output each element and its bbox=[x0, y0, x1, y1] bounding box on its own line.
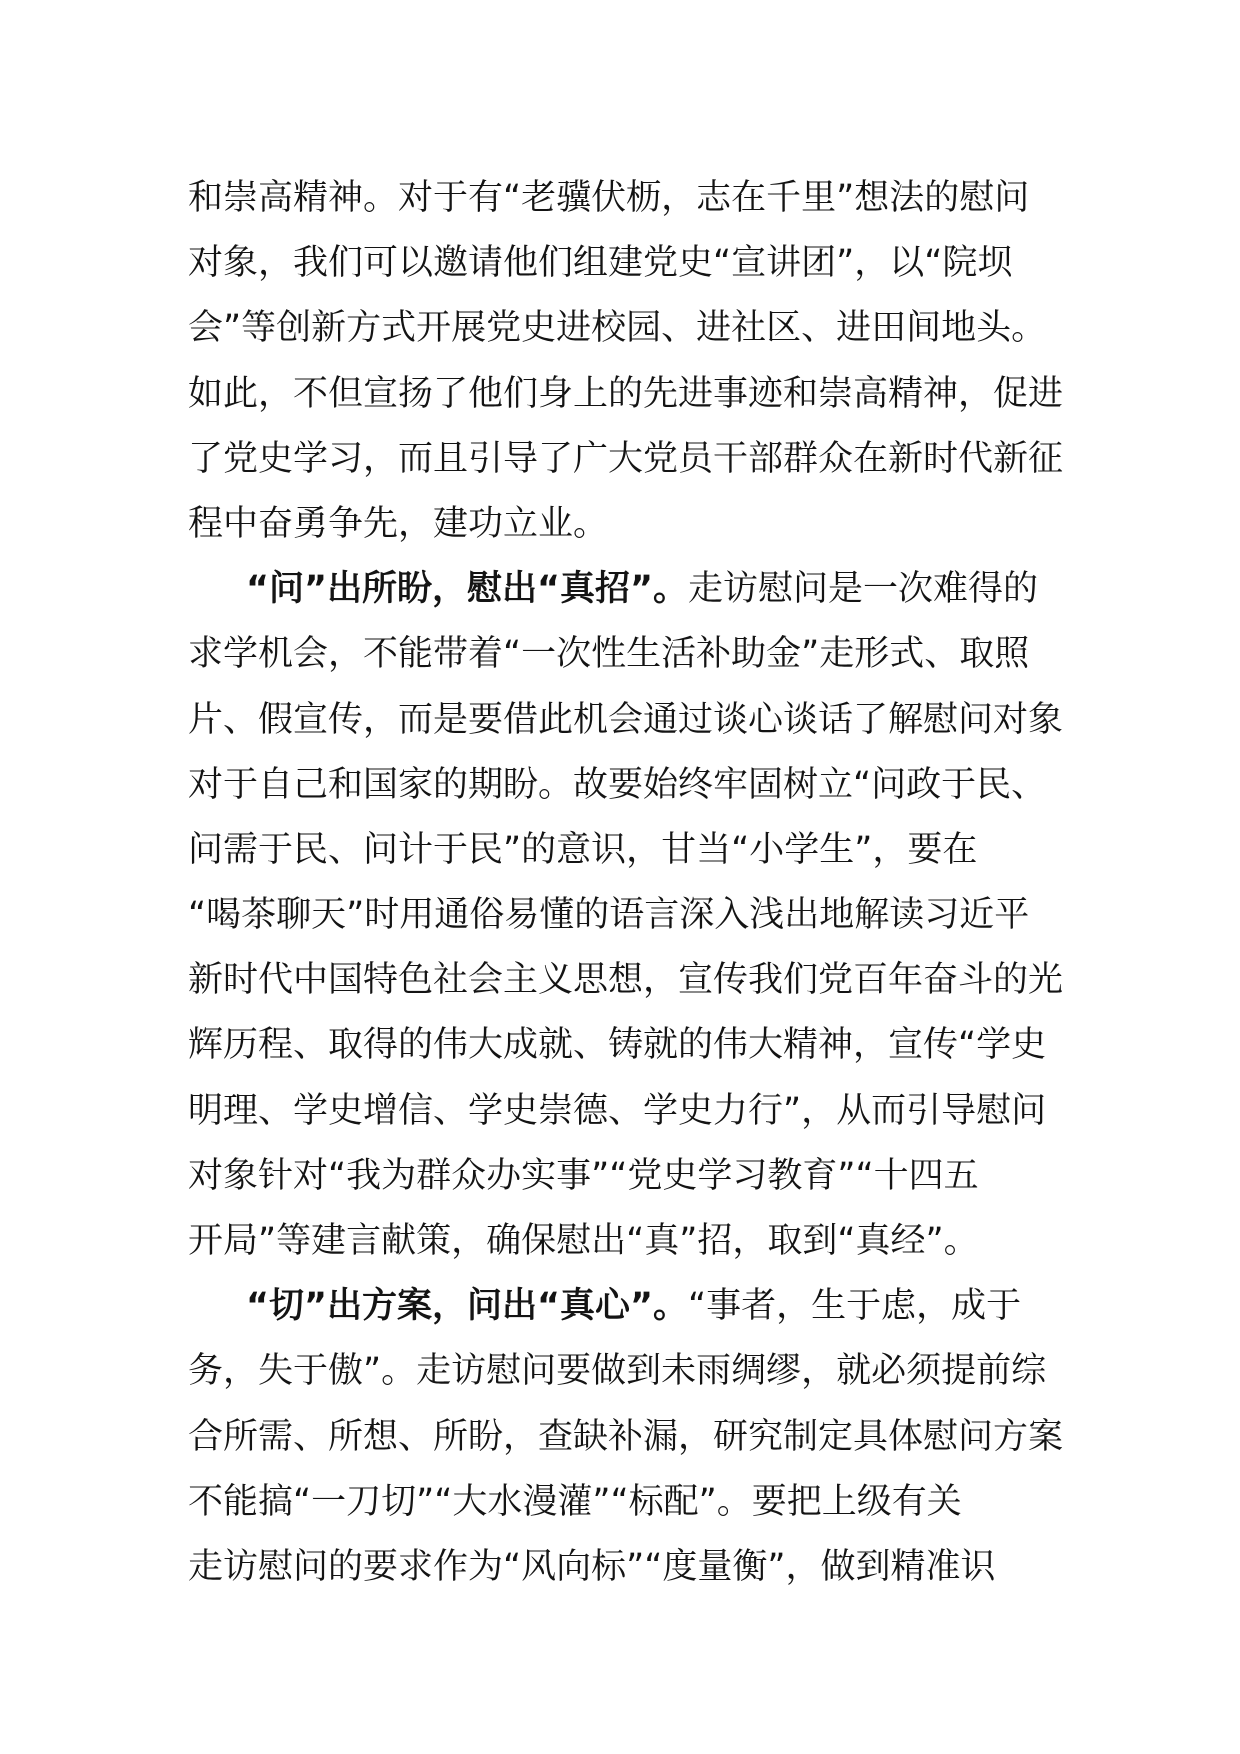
text-line: 不能搞“一刀切”“大水漫灌”“标配”。要把上级有关 bbox=[188, 1481, 962, 1522]
text-line: 对象，我们可以邀请他们组建党史“宣讲团”，以“院坝 bbox=[188, 243, 1013, 284]
paragraph-text: 走访慰问是一次难得的 bbox=[688, 569, 1039, 610]
paragraph-lead-heading: “切”出方案，问出“真心”。 bbox=[246, 1286, 689, 1327]
text-line: “喝茶聊天”时用通俗易懂的语言深入浅出地解读习近平 bbox=[188, 895, 1030, 936]
text-line: 片、假宣传，而是要借此机会通过谈心谈话了解慰问对象 bbox=[188, 699, 1064, 740]
text-line: 务，失于傲”。走访慰问要做到未雨绸缪，就必须提前综 bbox=[188, 1351, 1047, 1392]
paragraph-first-line bbox=[188, 1274, 1068, 1339]
text-line: 程中奋勇争先，建功立业。 bbox=[188, 503, 609, 544]
text-line: 走访慰问的要求作为“风向标”“度量衡”，做到精准识 bbox=[188, 1546, 996, 1587]
text-line: 对象针对“我为群众办实事”“党史学习教育”“十四五 bbox=[188, 1155, 979, 1196]
text-line: 问需于民、问计于民”的意识，甘当“小学生”，要在 bbox=[188, 829, 978, 870]
text-line: 了党史学习，而且引导了广大党员干部群众在新时代新征 bbox=[188, 438, 1064, 479]
paragraph-lead-heading: “问”出所盼，慰出“真招”。 bbox=[246, 569, 689, 610]
text-line: 会”等创新方式开展党史进校园、进社区、进田间地头。 bbox=[188, 308, 1047, 349]
text-line: 开局”等建言献策，确保慰出“真”招，取到“真经”。 bbox=[188, 1221, 979, 1261]
paragraph-text: “事者，生于虑，成于 bbox=[688, 1286, 1022, 1327]
text-line: 如此，不但宣扬了他们身上的先进事迹和崇高精神，促进 bbox=[188, 373, 1064, 414]
body-text bbox=[188, 166, 1068, 1600]
text-line: 明理、学史增信、学史崇德、学史力行”，从而引导慰问 bbox=[188, 1090, 1047, 1131]
text-line: 求学机会，不能带着“一次性生活补助金”走形式、取照 bbox=[188, 634, 1030, 675]
text-line: 和崇高精神。对于有“老骥伏枥，志在千里”想法的慰问 bbox=[188, 178, 1030, 218]
text-line: 新时代中国特色社会主义思想，宣传我们党百年奋斗的光 bbox=[188, 960, 1064, 1001]
paragraph-first-line bbox=[188, 557, 1068, 622]
text-line: 辉历程、取得的伟大成就、铸就的伟大精神，宣传“学史 bbox=[188, 1025, 1047, 1066]
text-line: 对于自己和国家的期盼。故要始终牢固树立“问政于民、 bbox=[188, 764, 1047, 805]
text-line: 合所需、所想、所盼，查缺补漏，研究制定具体慰问方案 bbox=[188, 1416, 1064, 1457]
